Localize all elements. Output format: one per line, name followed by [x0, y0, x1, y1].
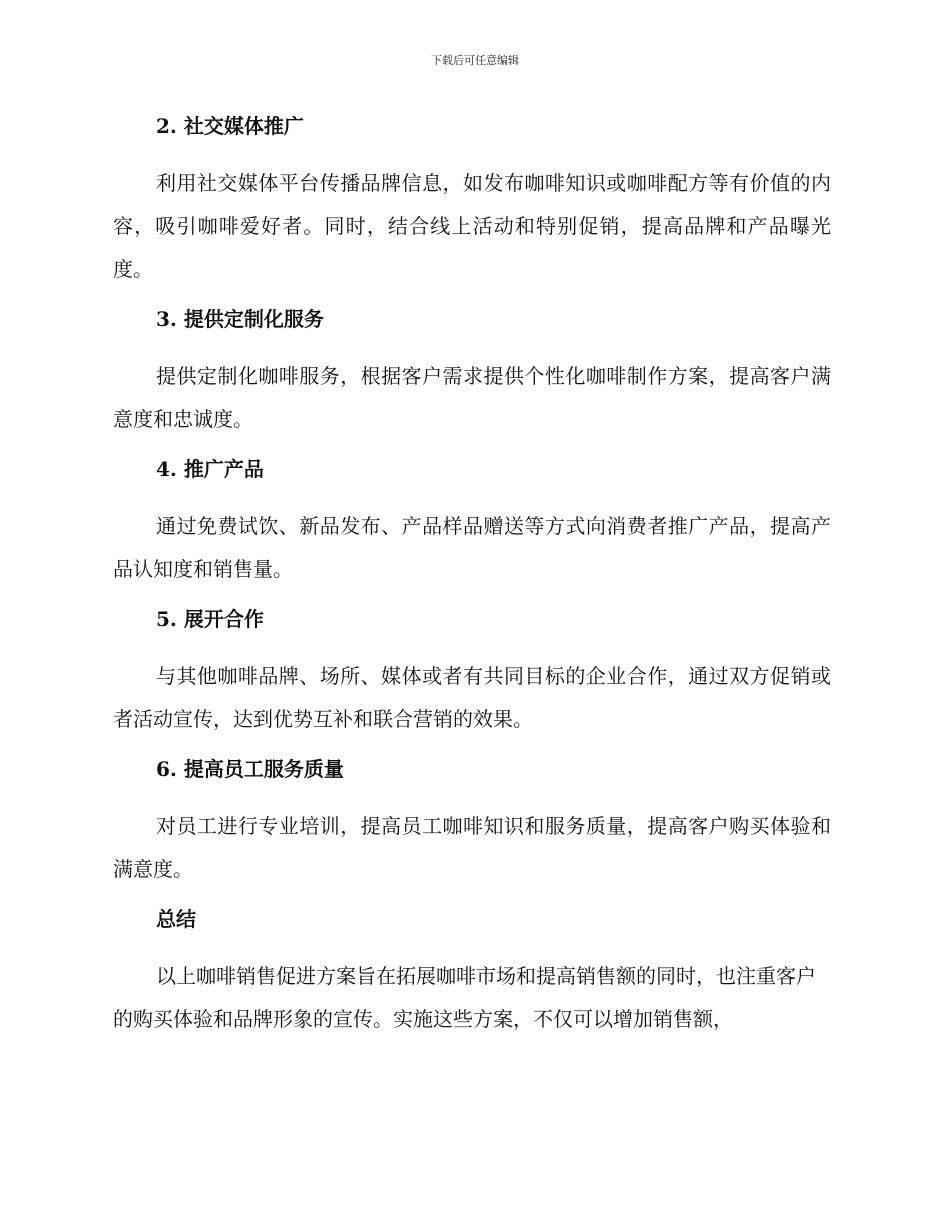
section-heading: 2. 社交媒体推广	[156, 114, 304, 138]
section-heading: 5. 展开合作	[156, 607, 264, 631]
section-paragraph: 与其他咖啡品牌、场所、媒体或者有共同目标的企业合作，通过双方促销或者活动宣传，达到优势互补和联合营销的效果。	[113, 664, 831, 731]
section-summary	[113, 903, 831, 1041]
section-heading: 3. 提供定制化服务	[156, 307, 324, 331]
section-heading: 总结	[156, 907, 196, 931]
section-paragraph: 利用社交媒体平台传播品牌信息，如发布咖啡知识或咖啡配方等有价值的内容，吸引咖啡爱好者。同时，结合线上活动和特别促销，提高品牌和产品曝光度。	[113, 171, 831, 281]
section-heading: 4. 推广产品	[156, 457, 264, 481]
section-social-media	[113, 110, 831, 303]
document-body	[113, 110, 831, 1041]
section-promote-products	[113, 453, 831, 603]
section-paragraph: 通过免费试饮、新品发布、产品样品赠送等方式向消费者推广产品，提高产品认知度和销售量。	[113, 514, 831, 581]
section-cooperation	[113, 603, 831, 753]
section-heading: 6. 提高员工服务质量	[156, 757, 344, 781]
section-paragraph: 以上咖啡销售促进方案旨在拓展咖啡市场和提高销售额的同时，也注重客户的购买体验和品牌形象的宣传。实施这些方案，不仅可以增加销售额，	[113, 964, 816, 1031]
section-staff-quality	[113, 753, 831, 903]
section-custom-service	[113, 303, 831, 453]
page-header: 下载后可任意编辑	[431, 54, 519, 67]
section-paragraph: 提供定制化咖啡服务，根据客户需求提供个性化咖啡制作方案，提高客户满意度和忠诚度。	[113, 364, 831, 431]
section-paragraph: 对员工进行专业培训，提高员工咖啡知识和服务质量，提高客户购买体验和满意度。	[113, 814, 831, 881]
